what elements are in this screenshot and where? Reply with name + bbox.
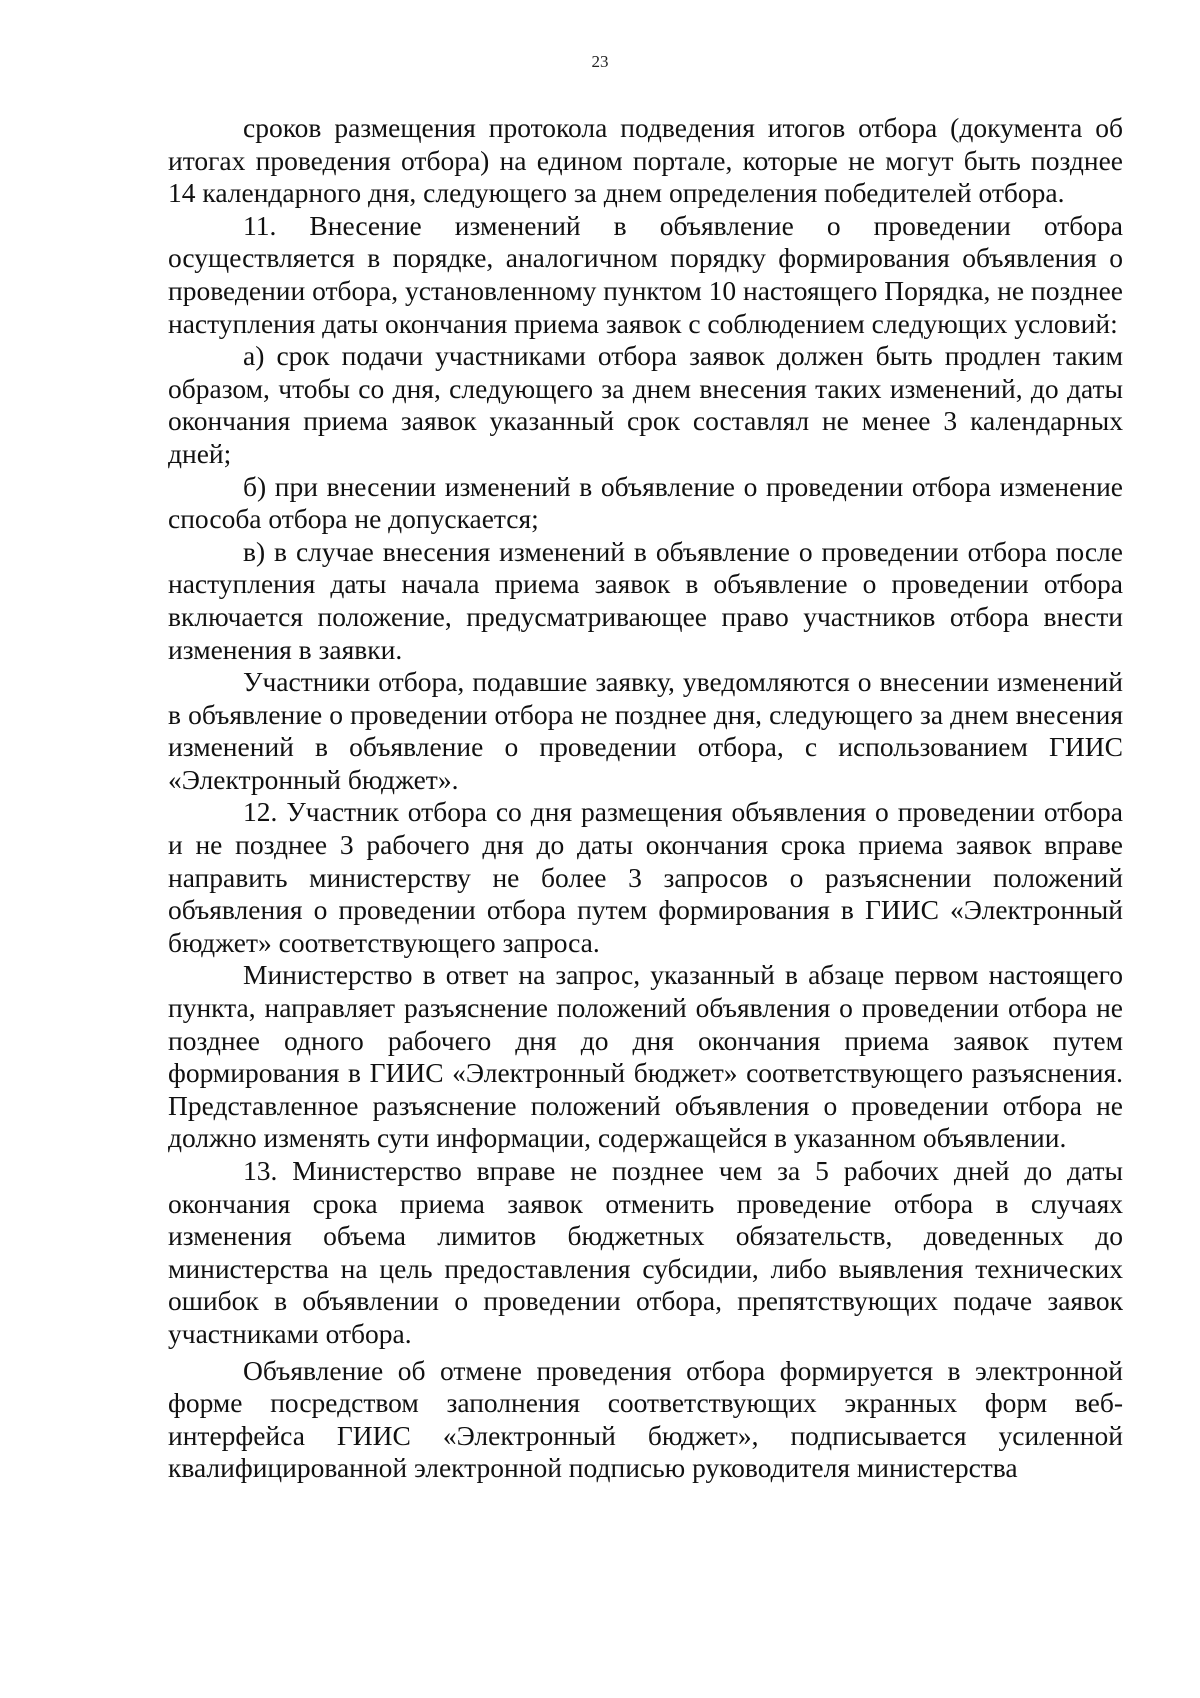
paragraph-item-13: 13. Министерство вправе не позднее чем за 5 рабочих дней до даты окончания срока приема заявок отменить проведение отбора в случаях изменения объема лимитов бюджетных обязательств, доведенных до министерства на цель предоставления субсидии, либо выявления технических ошибок в объявлении о проведении отбора, препятствующих подаче заявок участниками отбора. — [168, 1155, 1123, 1349]
paragraph-subitem-b: б) при внесении изменений в объявление о проведении отбора изменение способа отбора не допускается; — [168, 470, 1123, 535]
paragraph-notification: Участники отбора, подавшие заявку, уведомляются о внесении изменений в объявление о проведении отбора не позднее дня, следующего за днем внесения изменений в объявление о проведении отбора, с использованием ГИИС «Электронный бюджет». — [168, 666, 1123, 795]
paragraph-subitem-v: в) в случае внесения изменений в объявление о проведении отбора после наступления даты начала приема заявок в объявление о проведении отбора включается положение, предусматривающее право участников отбора внести изменения в заявки. — [168, 535, 1123, 665]
paragraph-item-11: 11. Внесение изменений в объявление о проведении отбора осуществляется в порядке, аналогичном порядку формирования объявления о проведении отбора, установленному пунктом 10 настоящего Порядка, не позднее наступления даты окончания приема заявок с соблюдением следующих условий: — [168, 209, 1123, 339]
document-body — [168, 112, 1123, 1485]
paragraph-continuation: сроков размещения протокола подведения итогов отбора (документа об итогах проведения отбора) на едином портале, которые не могут быть позднее 14 календарного дня, следующего за днем определения победителей отбора. — [168, 112, 1123, 209]
paragraph-cancellation: Объявление об отмене проведения отбора формируется в электронной форме посредством заполнения соответствующих экранных форм веб-интерфейса ГИИС «Электронный бюджет», подписывается усиленной квалифицированной электронной подписью руководителя министерства — [168, 1354, 1123, 1484]
page-number: 23 — [591, 52, 609, 71]
paragraph-item-12: 12. Участник отбора со дня размещения объявления о проведении отбора и не позднее 3 рабочего дня до даты окончания срока приема заявок вправе направить министерству не более 3 запросов о разъяснении положений объявления о проведении отбора путем формирования в ГИИС «Электронный бюджет» соответствующего запроса. — [168, 796, 1123, 958]
paragraph-ministry-reply: Министерство в ответ на запрос, указанный в абзаце первом настоящего пункта, направляет разъяснение положений объявления о проведении отбора не позднее одного рабочего дня до дня окончания приема заявок путем формирования в ГИИС «Электронный бюджет» соответствующего разъяснения. Представленное разъяснение положений объявления о проведении отбора не должно изменять сути информации, содержащейся в указанном объявлении. — [168, 959, 1123, 1154]
paragraph-subitem-a: а) срок подачи участниками отбора заявок должен быть продлен таким образом, чтобы со дня, следующего за днем внесения таких изменений, до даты окончания приема заявок указанный срок составлял не менее 3 календарных дней; — [168, 340, 1123, 469]
